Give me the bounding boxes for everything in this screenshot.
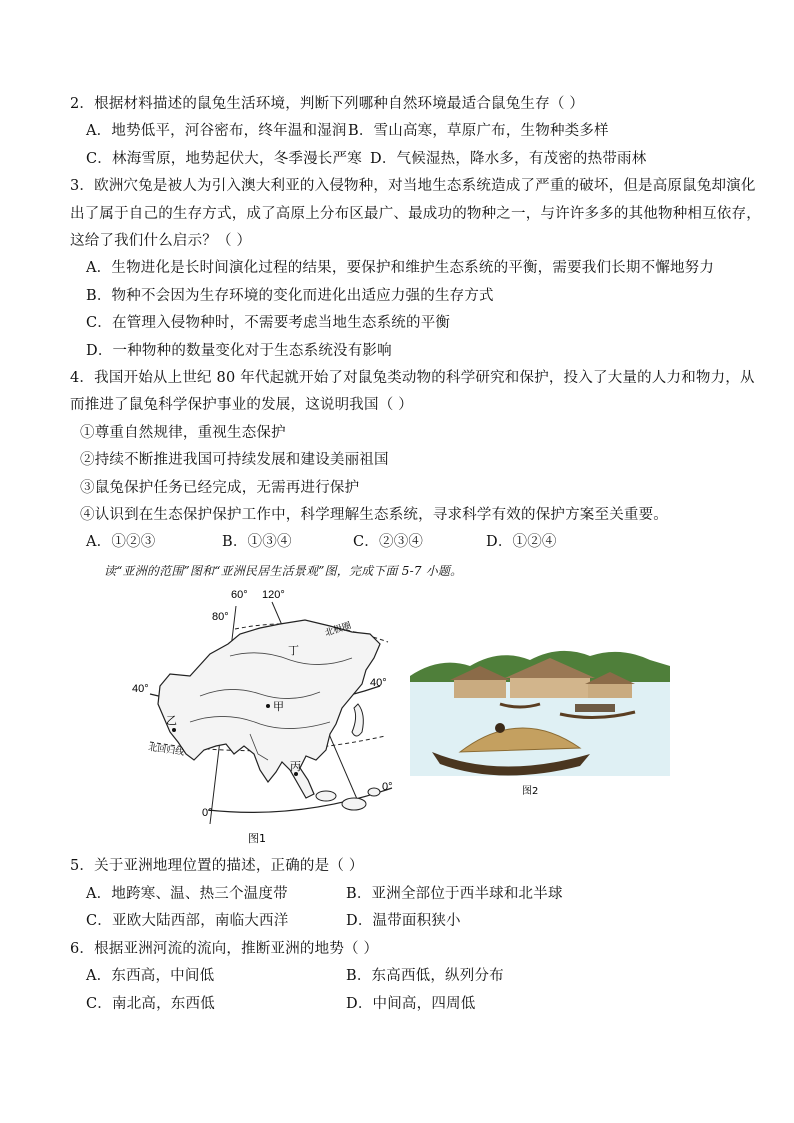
q4-stem-line1: 4．我国开始从上世纪 80 年代起就开始了对鼠兔类动物的科学研究和保护，投入了大量的人力和物力，从: [70, 370, 755, 386]
house-wall-1: [454, 680, 506, 698]
tropic-label: 北回归线: [147, 743, 185, 758]
q2-stem: 2．根据材料描述的鼠兔生活环境，判断下列哪种自然环境最适合鼠兔生存（ ）: [70, 96, 585, 112]
q2-option-a: A．地势低平，河谷密布，终年温和湿润: [86, 123, 347, 139]
q2-option-b: B．雪山高寒，草原广布，生物种类多样: [348, 123, 609, 139]
q2-option-c: C．林海雪原，地势起伏大，冬季漫长严寒: [86, 151, 362, 167]
q5-stem: 5．关于亚洲地理位置的描述，正确的是（ ）: [70, 858, 364, 874]
q3-option-d: D．一种物种的数量变化对于生态系统没有影响: [86, 343, 392, 359]
house-wall-3: [588, 684, 632, 698]
figure1-caption: 图1: [248, 832, 266, 845]
figure2-caption: 图2: [522, 786, 539, 796]
q5-option-c: C．亚欧大陆西部，南临大西洋: [86, 913, 289, 929]
q3-option-a: A．生物进化是长时间演化过程的结果，要保护和维护生态系统的平衡，需要我们长期不懈地努力: [86, 260, 715, 276]
q5-option-b: B．亚洲全部位于西半球和北半球: [346, 886, 563, 902]
lat-40-left-label: 40°: [132, 683, 149, 695]
island-1: [316, 791, 336, 801]
jia-label: 甲: [273, 700, 284, 713]
figure-intro: 读“亚洲的范围”图和“亚洲民居生活景观”图，完成下面 5-7 小题。: [104, 564, 463, 578]
asia-outline: [158, 620, 380, 798]
q4-stem-line2: 而推进了鼠兔科学保护事业的发展，这说明我国（ ）: [70, 397, 413, 413]
q4-option-d: D．①②④: [486, 534, 557, 550]
lat-80-label: 80°: [212, 611, 229, 623]
q4-statement-2: ②持续不断推进我国可持续发展和建设美丽祖国: [80, 452, 389, 468]
q3-stem-line2: 出了属于自己的生存方式，成了高原上分布区最广、最成功的物种之一，与许许多多的其他物种相互依存，: [70, 206, 761, 222]
q5-option-d: D．温带面积狭小: [346, 913, 461, 929]
q6-option-a: A．东西高，中间低: [86, 968, 215, 984]
house-wall-2: [510, 678, 590, 698]
q4-option-a: A．①②③: [86, 534, 156, 550]
q6-option-c: C．南北高，东西低: [86, 996, 215, 1012]
arctic-circle-label: 北极圈: [323, 620, 353, 639]
q3-stem-line1: 3．欧洲穴兔是被人为引入澳大利亚的入侵物种，对当地生态系统造成了严重的破坏，但是高原鼠兔却演化: [70, 178, 756, 194]
lat-40-right-label: 40°: [370, 677, 387, 689]
q4-statement-3: ③鼠兔保护任务已经完成，无需再进行保护: [80, 480, 360, 496]
point-yi-marker: [172, 728, 176, 732]
lon-120-label: 120°: [262, 589, 285, 601]
equator-line: [208, 788, 392, 812]
q5-option-a: A．地跨寒、温、热三个温度带: [86, 886, 288, 902]
point-jia-marker: [266, 704, 270, 708]
asia-dwelling-scene: [410, 636, 670, 796]
q4-statement-4: ④认识到在生态保护保护工作中，科学理解生态系统，寻求科学有效的保护方案至关重要。: [80, 507, 668, 523]
bing-label: 丙: [290, 760, 301, 773]
q6-option-b: B．东高西低，纵列分布: [346, 968, 504, 984]
yi-label: 乙: [166, 714, 177, 727]
island-3: [368, 788, 380, 796]
q4-option-b: B．①③④: [222, 534, 292, 550]
lon-60-label: 60°: [231, 589, 248, 601]
asia-range-map: [130, 584, 410, 846]
island-2: [342, 798, 366, 810]
q3-option-c: C．在管理入侵物种时，不需要考虑当地生态系统的平衡: [86, 315, 451, 331]
ding-label: 丁: [288, 644, 299, 657]
q6-option-d: D．中间高，四周低: [346, 996, 476, 1012]
lat-0-left-label: 0°: [202, 807, 213, 819]
q2-option-d: D．气候湿热，降水多，有茂密的热带雨林: [370, 151, 647, 167]
boat-passengers: [575, 704, 615, 712]
q4-statement-1: ①尊重自然规律，重视生态保护: [80, 425, 286, 441]
q3-option-b: B．物种不会因为生存环境的变化而进化出适应力强的生存方式: [86, 288, 494, 304]
q3-stem-line3: 这给了我们什么启示？（ ）: [70, 233, 252, 249]
lat-0-right-label: 0°: [382, 781, 393, 793]
q4-option-c: C．②③④: [353, 534, 424, 550]
q6-stem: 6．根据亚洲河流的流向，推断亚洲的地势（ ）: [70, 941, 379, 957]
boatman: [495, 723, 505, 733]
japan-islands: [352, 704, 363, 736]
